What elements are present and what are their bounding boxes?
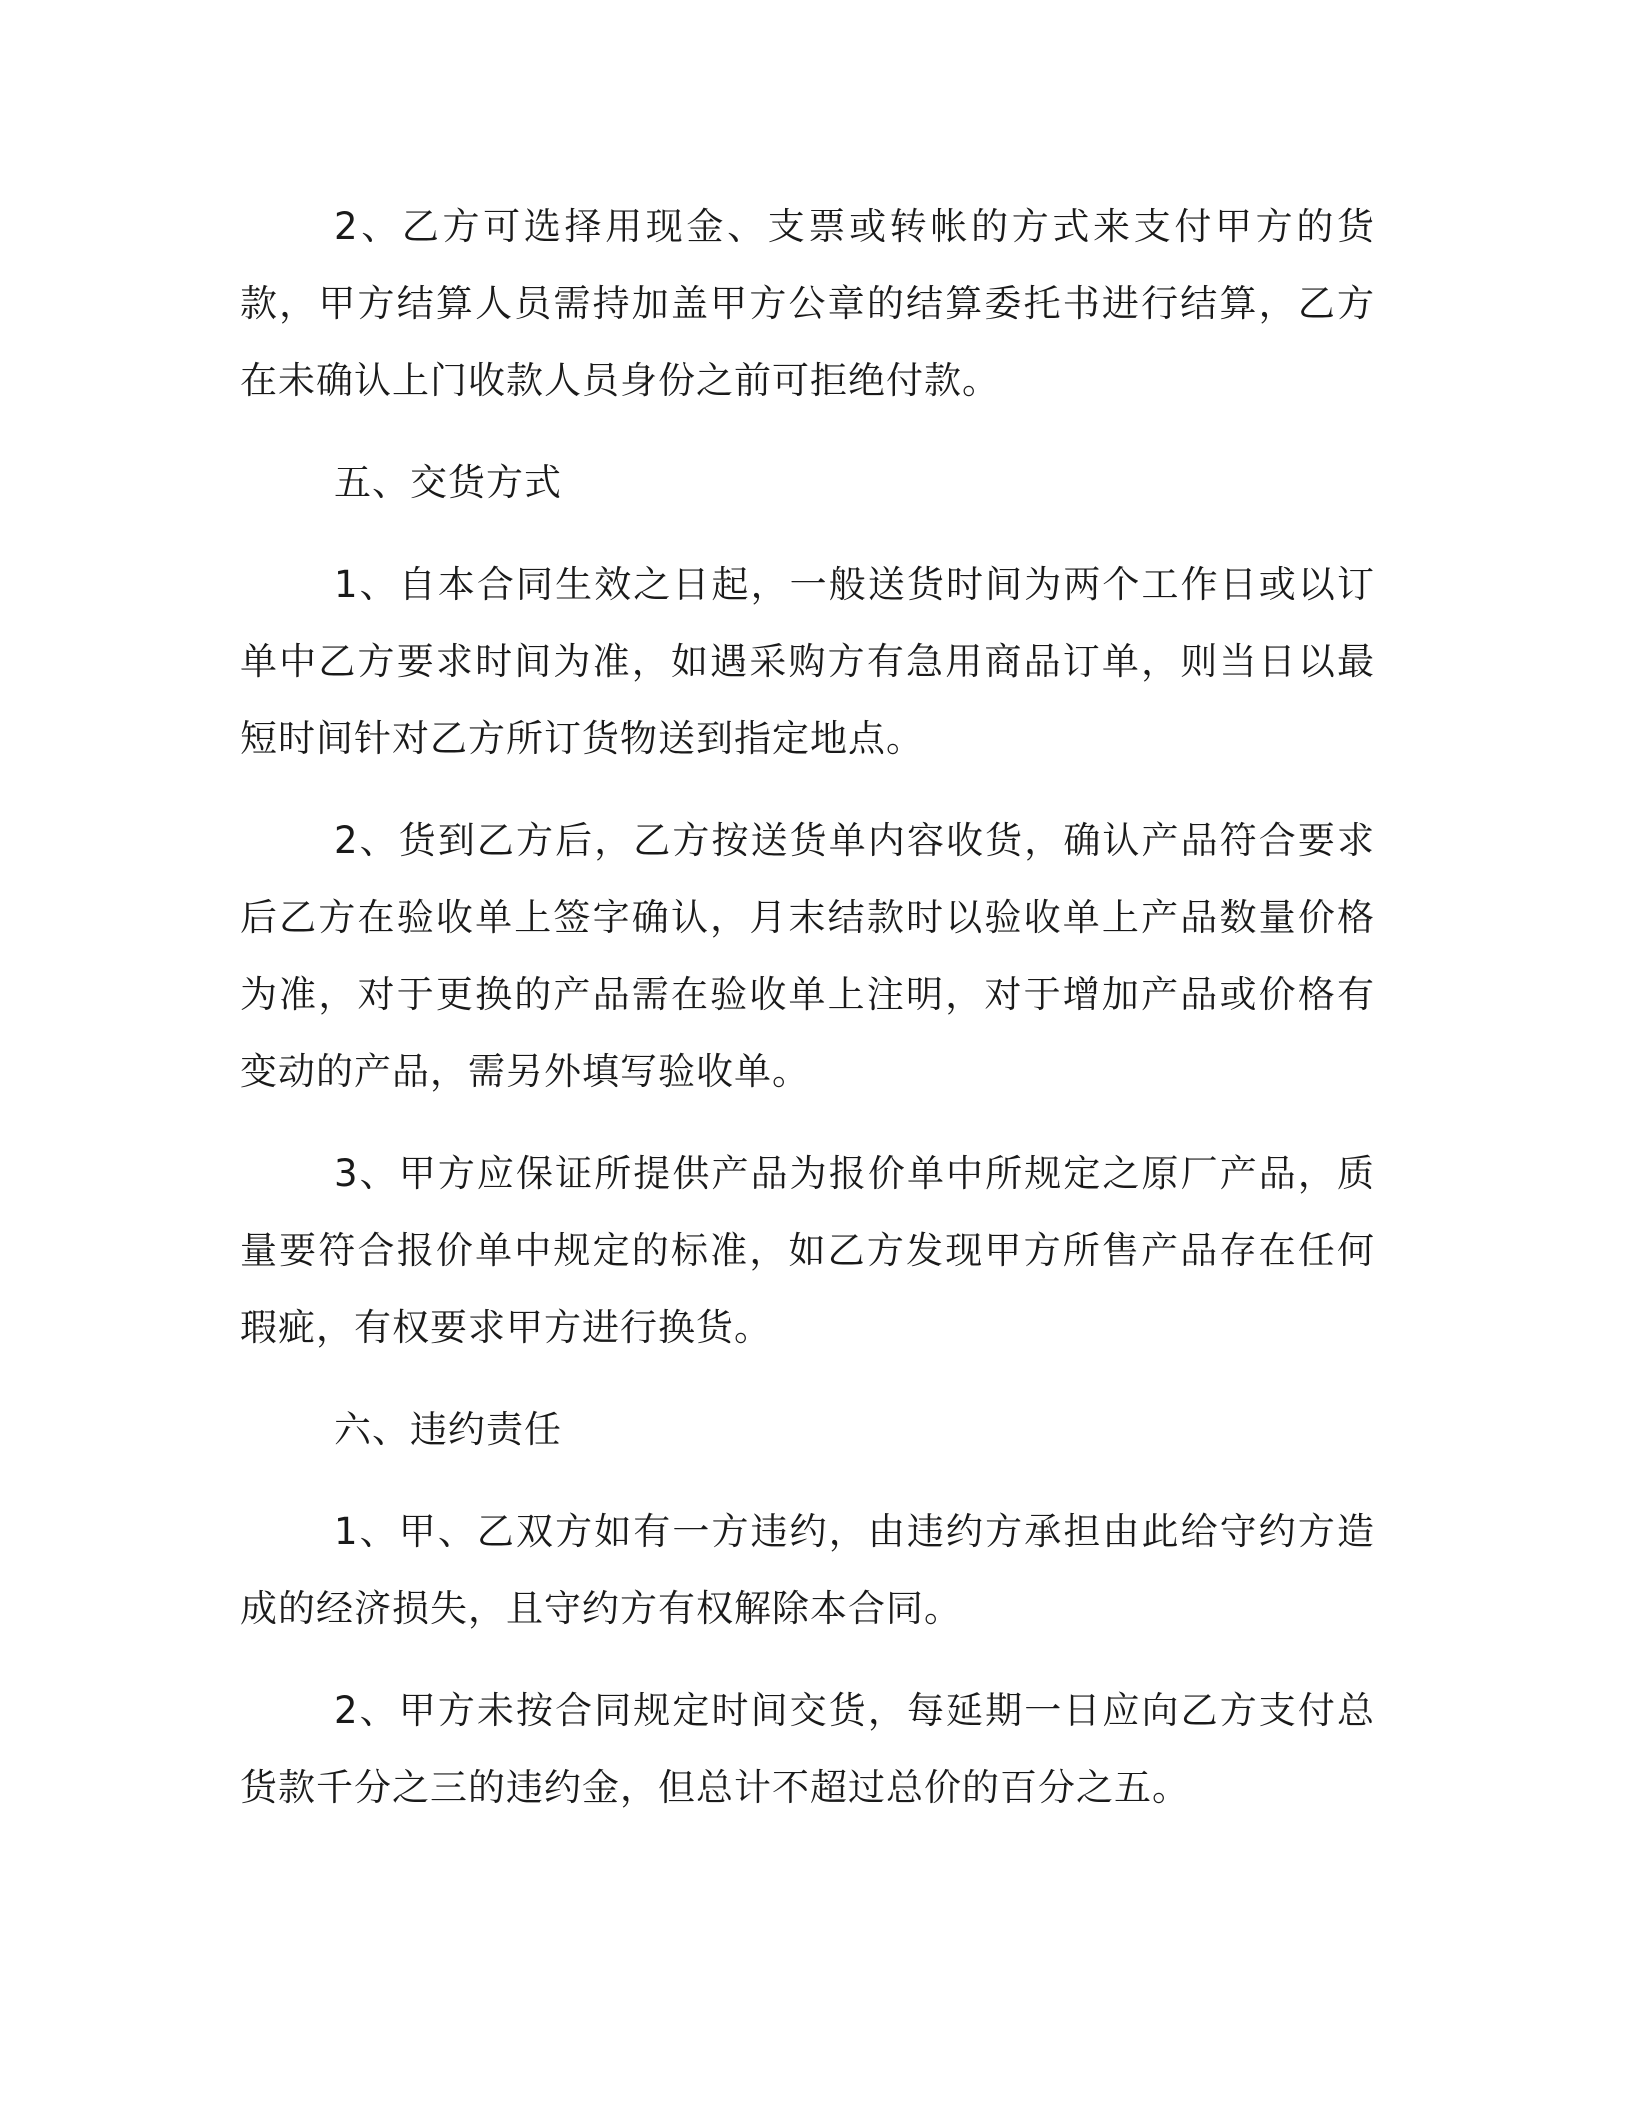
clause-6-2-late-delivery: 2、甲方未按合同规定时间交货，每延期一日应向乙方支付总货款千分之三的违约金，但总计不超过总价的百分之五。 (240, 1689, 1375, 1809)
section-heading-liability: 六、违约责任 (334, 1408, 562, 1451)
clause-5-3-quality: 3、甲方应保证所提供产品为报价单中所规定之原厂产品，质量要符合报价单中规定的标准，如乙方发现甲方所售产品存在任何瑕疵，有权要求甲方进行换货。 (240, 1152, 1375, 1349)
section-heading-delivery: 五、交货方式 (334, 461, 562, 504)
clause-6-1-breach: 1、甲、乙双方如有一方违约，由违约方承担由此给守约方造成的经济损失，且守约方有权解除本合同。 (240, 1510, 1375, 1630)
clause-4-2-payment: 2、乙方可选择用现金、支票或转帐的方式来支付甲方的货款，甲方结算人员需持加盖甲方公章的结算委托书进行结算，乙方在未确认上门收款人员身份之前可拒绝付款。 (240, 205, 1375, 402)
clause-5-2-acceptance: 2、货到乙方后，乙方按送货单内容收货，确认产品符合要求后乙方在验收单上签字确认，月末结款时以验收单上产品数量价格为准，对于更换的产品需在验收单上注明，对于增加产品或价格有变动的产品，需另外填写验收单。 (240, 819, 1375, 1093)
clause-5-1-delivery-time: 1、自本合同生效之日起，一般送货时间为两个工作日或以订单中乙方要求时间为准，如遇采购方有急用商品订单，则当日以最短时间针对乙方所订货物送到指定地点。 (240, 563, 1375, 760)
document-body (240, 188, 1375, 1826)
